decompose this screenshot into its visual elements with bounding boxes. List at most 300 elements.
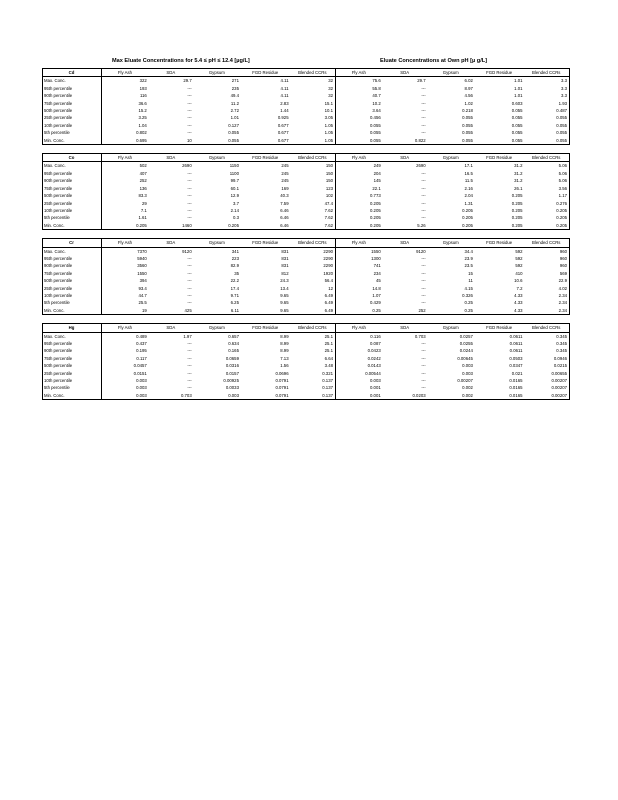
value-cell: 9.65 <box>280 300 289 306</box>
value-cell: 0.703 <box>414 333 426 339</box>
value-cell: 0.205 <box>511 207 523 213</box>
value-cell: 0.0791 <box>275 378 289 384</box>
value-cell: 0.925 <box>277 115 289 121</box>
value-cell: 8.99 <box>280 348 289 354</box>
table-row <box>43 200 570 207</box>
table-row <box>43 162 570 170</box>
row-label: 5th percentile <box>43 299 102 306</box>
value-cell: 252 <box>383 307 428 315</box>
value-cell: --- <box>187 178 192 184</box>
table-row <box>43 122 570 129</box>
value-cell: 0.001 <box>369 385 381 391</box>
value-cell: 0.137 <box>291 392 336 400</box>
column-header: FGD Residue <box>475 239 525 247</box>
row-label: 75th percentile <box>43 355 102 362</box>
value-cell: 271 <box>231 78 239 84</box>
value-cell: 0.205 <box>511 215 523 221</box>
value-cell: 7.2 <box>516 285 523 291</box>
value-cell: 569 <box>525 270 570 277</box>
value-cell: 0.127 <box>228 122 239 128</box>
value-cell: 0.657 <box>228 333 239 339</box>
value-cell: --- <box>187 122 192 128</box>
value-cell: 0.822 <box>383 137 428 145</box>
value-cell: 16.5 <box>464 170 473 176</box>
column-header: SDA <box>383 239 428 247</box>
row-label: Max. Conc. <box>43 77 102 85</box>
value-cell: 0.00207 <box>457 378 473 384</box>
value-cell: 34.4 <box>464 248 473 254</box>
value-cell: 2.14 <box>230 207 239 213</box>
value-cell: 25.5 <box>138 300 147 306</box>
column-header: SDA <box>149 154 194 162</box>
value-cell: 1150 <box>229 163 239 169</box>
value-cell: 234 <box>373 270 381 276</box>
column-header: SDA <box>149 69 194 77</box>
value-cell: 341 <box>231 248 239 254</box>
value-cell: 99.7 <box>230 178 239 184</box>
value-cell: 17.4 <box>230 285 239 291</box>
value-cell: 35 <box>234 270 239 276</box>
row-label: 50th percentile <box>43 362 102 369</box>
value-cell: 5.06 <box>525 170 570 177</box>
value-cell: 4.15 <box>464 285 473 291</box>
value-cell: --- <box>421 278 426 284</box>
value-cell: 0.345 <box>525 340 570 347</box>
value-cell: 960 <box>525 262 570 269</box>
value-cell: 0.055 <box>511 115 523 121</box>
value-cell: 0.205 <box>462 215 473 221</box>
value-cell: 812 <box>281 270 289 276</box>
block-spacer <box>42 145 570 153</box>
value-cell: 0.055 <box>525 114 570 121</box>
value-cell: 245 <box>281 178 289 184</box>
value-cell: 0.055 <box>525 137 570 145</box>
value-cell: 3.56 <box>525 185 570 192</box>
value-cell: 0.345 <box>525 332 570 340</box>
value-cell: --- <box>421 385 426 391</box>
value-cell: 0.00925 <box>223 378 239 384</box>
value-cell: 0.677 <box>277 122 289 128</box>
value-cell: 0.205 <box>525 222 570 230</box>
value-cell: 40.7 <box>372 93 381 99</box>
table-header-row <box>43 154 570 162</box>
table-row <box>43 332 570 340</box>
row-label: Max. Conc. <box>43 162 102 170</box>
value-cell: 9.71 <box>230 292 239 298</box>
value-cell: 22.2 <box>230 278 239 284</box>
value-cell: 249 <box>373 163 381 169</box>
value-cell: 3.3 <box>525 85 570 92</box>
value-cell: --- <box>187 341 192 346</box>
value-cell: 10 <box>149 137 194 145</box>
value-cell: 4.11 <box>280 85 289 91</box>
row-label: Min. Conc. <box>43 307 102 315</box>
row-label: 50th percentile <box>43 277 102 284</box>
value-cell: --- <box>421 178 426 184</box>
block-spacer <box>42 230 570 238</box>
table-row <box>43 277 570 284</box>
value-cell: 6.11 <box>194 307 241 315</box>
value-cell: --- <box>187 385 192 391</box>
value-cell: 10.6 <box>514 278 523 284</box>
value-cell: --- <box>187 363 192 369</box>
value-cell: 0.703 <box>149 392 194 400</box>
value-cell: 0.677 <box>277 130 289 136</box>
value-cell: 410 <box>515 270 523 276</box>
value-cell: 32 <box>291 92 336 99</box>
value-cell: 1.61 <box>138 215 147 221</box>
row-label: 75th percentile <box>43 100 102 107</box>
table-header-row <box>43 239 570 247</box>
column-header: Fly Ash <box>102 154 149 162</box>
row-label: 25th percentile <box>43 285 102 292</box>
value-cell: 0.003 <box>136 378 147 384</box>
value-cell: 0.0611 <box>509 348 523 354</box>
column-header: Gypsum <box>194 154 241 162</box>
value-cell: 7.62 <box>291 222 336 230</box>
column-header: Blended CCRs <box>291 324 336 332</box>
value-cell: 0.137 <box>291 377 336 384</box>
value-cell: 0.055 <box>511 122 523 128</box>
value-cell: 2.34 <box>525 292 570 299</box>
row-label: 5th percentile <box>43 214 102 221</box>
value-cell: --- <box>421 100 426 106</box>
column-header: Fly Ash <box>102 239 149 247</box>
value-cell: 5.26 <box>383 222 428 230</box>
value-cell: 6.25 <box>230 300 239 306</box>
value-cell: --- <box>421 370 426 376</box>
table-hg <box>42 323 570 400</box>
value-cell: 25.1 <box>291 340 336 347</box>
block-spacer <box>42 315 570 323</box>
table-row <box>43 255 570 262</box>
value-cell: 6.64 <box>291 355 336 362</box>
value-cell: --- <box>187 200 192 206</box>
value-cell: --- <box>421 363 426 369</box>
value-cell: 0.25 <box>464 300 473 306</box>
row-label: 10th percentile <box>43 377 102 384</box>
value-cell: 0.603 <box>511 100 523 106</box>
value-cell: 0.0503 <box>509 355 523 361</box>
value-cell: 0.456 <box>369 115 381 121</box>
value-cell: 0.055 <box>511 108 523 114</box>
value-cell: 0.205 <box>102 222 149 230</box>
value-cell: 3.48 <box>291 362 336 369</box>
value-cell: 2.34 <box>525 299 570 306</box>
value-cell: 169 <box>281 185 289 191</box>
value-cell: 0.205 <box>369 207 381 213</box>
value-cell: 1550 <box>137 270 147 276</box>
value-cell: --- <box>421 115 426 121</box>
value-cell: 0.003 <box>194 392 241 400</box>
value-cell: 0.695 <box>102 137 149 145</box>
row-label: 90th percentile <box>43 177 102 184</box>
value-cell: 15.2 <box>138 108 147 114</box>
value-cell: 12.9 <box>230 193 239 199</box>
value-cell: 0.0316 <box>225 363 239 369</box>
value-cell: 32 <box>291 77 336 85</box>
value-cell: 0.205 <box>428 222 475 230</box>
value-cell: 1.93 <box>525 100 570 107</box>
value-cell: 19 <box>102 307 149 315</box>
value-cell: 0.055 <box>511 130 523 136</box>
value-cell: 592 <box>515 255 523 261</box>
value-cell: 0.802 <box>136 130 147 136</box>
row-label: 95th percentile <box>43 255 102 262</box>
value-cell: 0.003 <box>462 370 473 376</box>
value-cell: 0.002 <box>462 385 473 391</box>
value-cell: 29.7 <box>417 78 426 84</box>
table-row <box>43 207 570 214</box>
value-cell: 0.055 <box>335 137 382 145</box>
column-header: Gypsum <box>428 239 475 247</box>
value-cell: 0.165 <box>228 348 239 354</box>
value-cell: 3.64 <box>372 108 381 114</box>
value-cell: 0.0347 <box>509 363 523 369</box>
value-cell: 0.137 <box>291 384 336 391</box>
value-cell: 960 <box>525 255 570 262</box>
value-cell: --- <box>187 170 192 176</box>
value-cell: --- <box>421 130 426 136</box>
value-cell: 1.56 <box>280 363 289 369</box>
table-row <box>43 270 570 277</box>
value-cell: 0.00207 <box>525 384 570 391</box>
value-cell: 2690 <box>182 163 192 169</box>
column-header: SDA <box>383 154 428 162</box>
value-cell: 0.055 <box>369 130 381 136</box>
value-cell: 0.0165 <box>475 392 525 400</box>
value-cell: --- <box>421 207 426 213</box>
value-cell: 0.001 <box>335 392 382 400</box>
value-cell: --- <box>421 292 426 298</box>
value-cell: 36.6 <box>138 100 147 106</box>
value-cell: 1.44 <box>280 108 289 114</box>
value-cell: 6.49 <box>291 292 336 299</box>
value-cell: 1.01 <box>514 93 523 99</box>
value-cell: 4.11 <box>280 93 289 99</box>
value-cell: 3.05 <box>291 114 336 121</box>
value-cell: 0.321 <box>291 370 336 377</box>
value-cell: 245 <box>281 170 289 176</box>
row-label: 90th percentile <box>43 347 102 354</box>
value-cell: 0.0203 <box>383 392 428 400</box>
value-cell: 7.62 <box>291 207 336 214</box>
value-cell: 0.055 <box>369 122 381 128</box>
value-cell: 831 <box>281 255 289 261</box>
value-cell: 0.276 <box>525 200 570 207</box>
value-cell: 6.46 <box>280 207 289 213</box>
value-cell: 29.7 <box>183 78 192 84</box>
column-header: FGD Residue <box>475 69 525 77</box>
value-cell: 0.0659 <box>225 355 239 361</box>
value-cell: 3.7 <box>232 200 239 206</box>
value-cell: 2290 <box>291 247 336 255</box>
value-cell: 3.3 <box>525 92 570 99</box>
value-cell: 831 <box>281 248 289 254</box>
value-cell: 0.205 <box>369 200 381 206</box>
value-cell: 0.218 <box>462 108 473 114</box>
value-cell: 6.46 <box>241 222 291 230</box>
value-cell: 4.56 <box>464 93 473 99</box>
column-header: Fly Ash <box>335 154 382 162</box>
value-cell: 6.02 <box>464 78 473 84</box>
value-cell: 2.04 <box>464 193 473 199</box>
table-row <box>43 247 570 255</box>
element-blocks <box>42 68 570 400</box>
value-cell: 0.003 <box>462 363 473 369</box>
value-cell: 2.16 <box>464 185 473 191</box>
value-cell: 0.195 <box>136 348 147 354</box>
column-header: FGD Residue <box>475 324 525 332</box>
value-cell: 32 <box>291 85 336 92</box>
value-cell: 0.055 <box>428 137 475 145</box>
value-cell: 0.326 <box>462 292 473 298</box>
element-name: Hg <box>43 324 102 332</box>
value-cell: --- <box>187 292 192 298</box>
value-cell: 13.4 <box>280 285 289 291</box>
column-header: SDA <box>149 324 194 332</box>
value-cell: 83.3 <box>138 193 147 199</box>
column-header: Blended CCRs <box>291 69 336 77</box>
table-row <box>43 262 570 269</box>
table-cd <box>42 68 570 145</box>
value-cell: 136 <box>139 185 147 191</box>
value-cell: 0.677 <box>241 137 291 145</box>
value-cell: --- <box>187 270 192 276</box>
value-cell: 0.205 <box>194 222 241 230</box>
value-cell: 1920 <box>291 270 336 277</box>
value-cell: 7.13 <box>280 355 289 361</box>
value-cell: 0.055 <box>525 129 570 136</box>
value-cell: 2.72 <box>230 108 239 114</box>
value-cell: 82.9 <box>230 263 239 269</box>
value-cell: 0.489 <box>136 333 147 339</box>
value-cell: 0.25 <box>335 307 382 315</box>
value-cell: 1.01 <box>514 78 523 84</box>
value-cell: 15.1 <box>291 100 336 107</box>
value-cell: 0.0611 <box>509 333 523 339</box>
value-cell: --- <box>187 130 192 136</box>
value-cell: 1.17 <box>525 192 570 199</box>
value-cell: 15 <box>468 270 473 276</box>
value-cell: 0.00645 <box>457 355 473 361</box>
value-cell: --- <box>187 263 192 269</box>
table-row <box>43 222 570 230</box>
row-label: 50th percentile <box>43 192 102 199</box>
table-co <box>42 153 570 230</box>
value-cell: 3.3 <box>525 77 570 85</box>
table-row <box>43 185 570 192</box>
value-cell: --- <box>421 170 426 176</box>
header-max-eluate: Max Eluate Concentrations for 5.4 ≤ pH ≤ 12.4 [µg/L] <box>112 58 250 64</box>
column-header: Blended CCRs <box>525 324 570 332</box>
value-cell: --- <box>421 341 426 346</box>
value-cell: 12 <box>291 285 336 292</box>
header-own-ph: Eluate Concentrations at Own pH [µ g/L] <box>380 58 488 64</box>
value-cell: 0.205 <box>475 222 525 230</box>
value-cell: 4.11 <box>280 78 289 84</box>
value-cell: --- <box>421 263 426 269</box>
value-cell: 93.4 <box>138 285 147 291</box>
value-cell: 150 <box>291 162 336 170</box>
value-cell: 0.205 <box>462 207 473 213</box>
value-cell: 502 <box>139 163 147 169</box>
value-cell: 102 <box>291 192 336 199</box>
value-cell: 0.437 <box>136 341 147 346</box>
column-header: Gypsum <box>194 69 241 77</box>
value-cell: --- <box>421 255 426 261</box>
value-cell: --- <box>187 300 192 306</box>
table-row <box>43 292 570 299</box>
value-cell: 1.04 <box>138 122 147 128</box>
value-cell: 31.2 <box>514 170 523 176</box>
value-cell: 0.00544 <box>365 370 381 376</box>
column-header: Blended CCRs <box>525 69 570 77</box>
value-cell: 0.087 <box>369 341 381 346</box>
value-cell: 75.6 <box>372 78 381 84</box>
row-label: 90th percentile <box>43 92 102 99</box>
table-row <box>43 100 570 107</box>
value-cell: 1.05 <box>291 129 336 136</box>
value-cell: 0.634 <box>228 341 239 346</box>
value-cell: 11.5 <box>464 178 473 184</box>
row-label: 5th percentile <box>43 129 102 136</box>
row-label: Min. Conc. <box>43 137 102 145</box>
table-cr <box>42 238 570 315</box>
value-cell: 2290 <box>291 262 336 269</box>
value-cell: 8.99 <box>280 333 289 339</box>
value-cell: 1100 <box>229 170 239 176</box>
table-header-row <box>43 69 570 77</box>
value-cell: --- <box>187 355 192 361</box>
column-header: Gypsum <box>428 154 475 162</box>
row-label: 95th percentile <box>43 170 102 177</box>
value-cell: --- <box>187 370 192 376</box>
value-cell: 0.055 <box>475 137 525 145</box>
column-header: Fly Ash <box>102 69 149 77</box>
value-cell: 0.0215 <box>525 362 570 369</box>
table-row <box>43 370 570 377</box>
value-cell: 8.97 <box>464 85 473 91</box>
value-cell: 0.487 <box>525 107 570 114</box>
row-label: 75th percentile <box>43 270 102 277</box>
row-label: Max. Conc. <box>43 332 102 340</box>
value-cell: 8.99 <box>280 341 289 346</box>
value-cell: 6.46 <box>280 215 289 221</box>
value-cell: 3560 <box>137 263 147 269</box>
value-cell: 9.65 <box>241 307 291 315</box>
value-cell: 0.773 <box>369 193 381 199</box>
value-cell: 23.9 <box>464 255 473 261</box>
table-row <box>43 77 570 85</box>
value-cell: --- <box>187 193 192 199</box>
value-cell: 5.06 <box>525 162 570 170</box>
value-cell: 0.0457 <box>133 363 147 369</box>
value-cell: 0.117 <box>136 355 147 361</box>
row-label: 90th percentile <box>43 262 102 269</box>
column-header: SDA <box>383 69 428 77</box>
value-cell: 3.25 <box>138 115 147 121</box>
value-cell: 960 <box>525 247 570 255</box>
value-cell: 0.25 <box>428 307 475 315</box>
table-row <box>43 177 570 184</box>
value-cell: 425 <box>149 307 194 315</box>
value-cell: --- <box>187 207 192 213</box>
table-row <box>43 214 570 221</box>
column-header: Fly Ash <box>102 324 149 332</box>
row-label: Min. Conc. <box>43 222 102 230</box>
section-headers <box>42 56 570 68</box>
